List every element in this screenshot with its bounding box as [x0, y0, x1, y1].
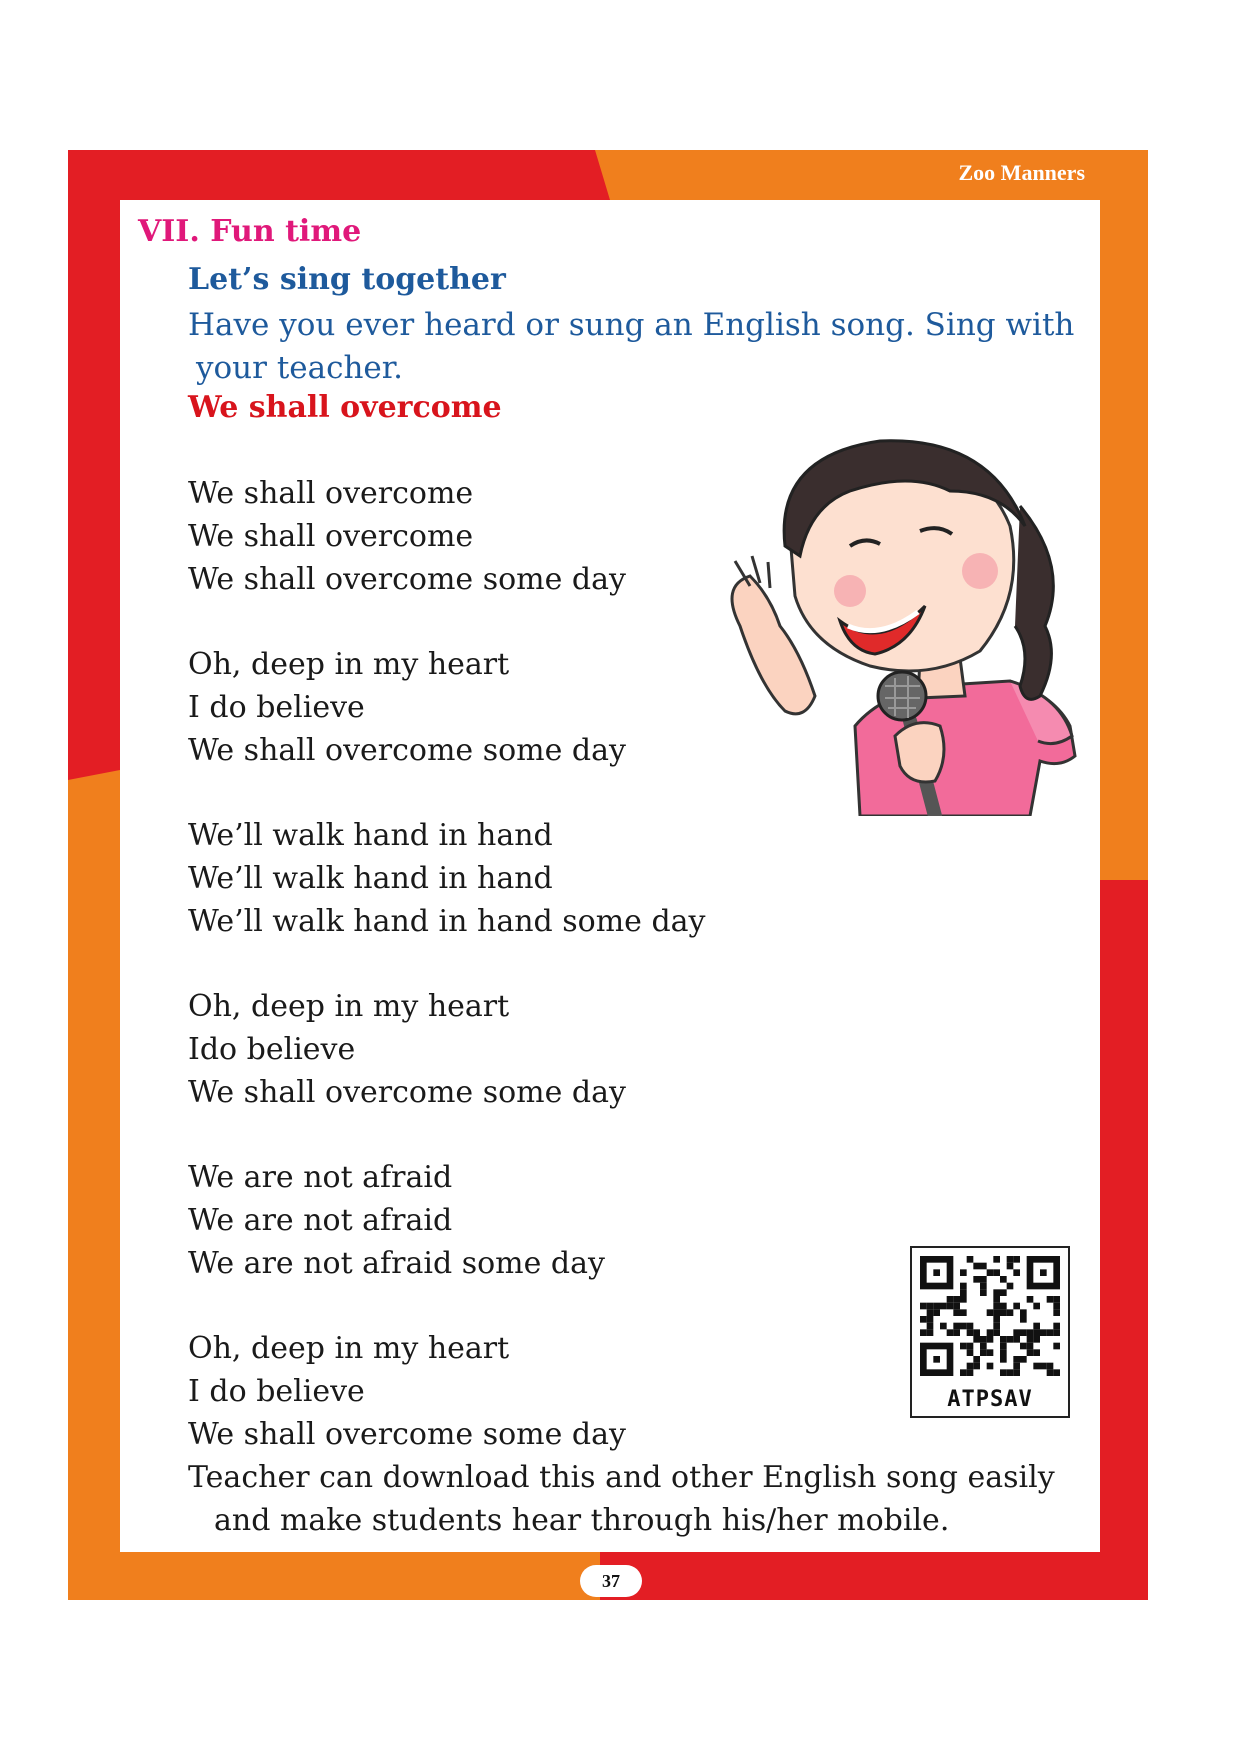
note-line-2: and make students hear through his/her mobile. [214, 1503, 950, 1538]
content-panel [120, 200, 1100, 1552]
intro-line-1: Have you ever heard or sung an English song. Sing with [188, 307, 1075, 343]
lyric-line: We’ll walk hand in hand some day [188, 904, 706, 939]
qr-code[interactable] [910, 1246, 1070, 1418]
qr-code-label: ATPSAV [947, 1387, 1033, 1412]
chapter-title: Zoo Manners [958, 160, 1085, 185]
lyric-line: We shall overcome [188, 519, 474, 554]
page-number: 37 [580, 1565, 642, 1597]
lyric-line: We’ll walk hand in hand [188, 861, 553, 896]
lyric-line: We are not afraid [188, 1160, 453, 1195]
girl-singing-icon [680, 396, 1090, 816]
activity-subtitle: Let’s sing together [188, 262, 506, 297]
lyric-line: Oh, deep in my heart [188, 647, 510, 682]
stanza [188, 643, 706, 772]
lyric-line: Oh, deep in my heart [188, 989, 510, 1024]
lyric-line: We are not afraid some day [188, 1246, 605, 1281]
lyric-line: I do believe [188, 1374, 365, 1409]
lyric-line: We shall overcome some day [188, 733, 626, 768]
lyric-line: We shall overcome some day [188, 562, 626, 597]
song-lyrics [188, 472, 706, 1498]
stanza [188, 472, 706, 601]
stanza [188, 1156, 706, 1285]
lyric-line: Oh, deep in my heart [188, 1331, 510, 1366]
qr-code-icon [920, 1256, 1060, 1376]
stanza [188, 1327, 706, 1456]
activity-intro [188, 304, 1088, 390]
lyric-line: We’ll walk hand in hand [188, 818, 553, 853]
teacher-note [188, 1456, 1093, 1542]
note-line-1: Teacher can download this and other English song easily [188, 1460, 1055, 1495]
lyric-line: Ido believe [188, 1032, 356, 1067]
lyric-line: We shall overcome some day [188, 1417, 626, 1452]
lyric-line: I do believe [188, 690, 365, 725]
song-title: We shall overcome [188, 390, 502, 425]
section-title: VII. Fun time [138, 214, 362, 249]
stanza [188, 985, 706, 1114]
lyric-line: We shall overcome some day [188, 1075, 626, 1110]
lyric-line: We are not afraid [188, 1203, 453, 1238]
lyric-line: We shall overcome [188, 476, 474, 511]
intro-line-2: your teacher. [196, 350, 404, 386]
stanza [188, 814, 706, 943]
